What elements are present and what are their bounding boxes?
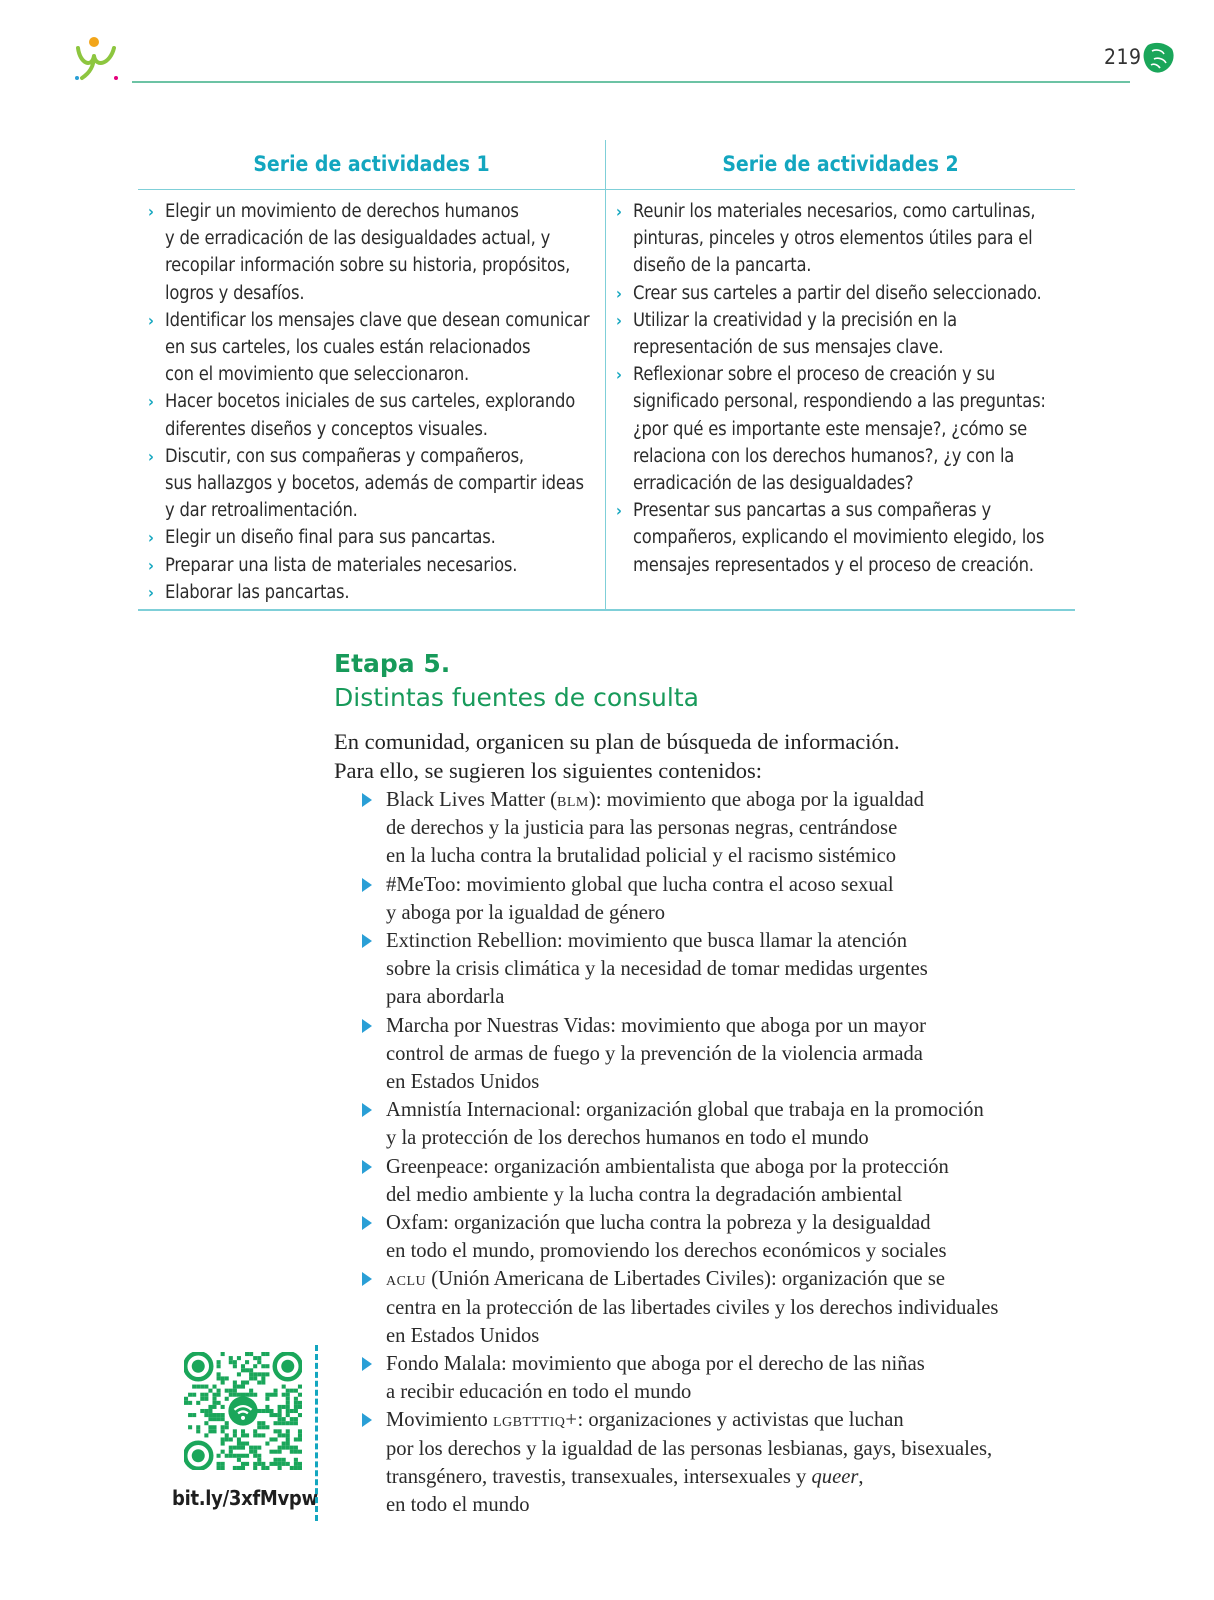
qr-link[interactable]: bit.ly/3xfMvpw — [172, 1486, 318, 1510]
source-text: lgbtttiq+ — [492, 1409, 578, 1432]
activity-line: Crear sus carteles a partir del diseño seleccionado. — [633, 282, 1042, 304]
triangle-bullet-icon — [362, 793, 372, 807]
activity-line: Elegir un movimiento de derechos humanos — [165, 201, 519, 222]
activity-item — [616, 198, 1072, 280]
source-text: blm — [557, 789, 589, 811]
source-item — [360, 1153, 1020, 1209]
triangle-bullet-icon — [362, 1357, 372, 1371]
source-item — [360, 927, 1020, 1012]
activity-line: diferentes diseños y conceptos visuales. — [165, 418, 488, 440]
activity-line: y de erradicación de las desigualdades actual, y — [165, 228, 551, 250]
activity-item — [148, 552, 598, 579]
source-text: , — [858, 1465, 864, 1488]
page-number: 219 — [1104, 45, 1142, 69]
source-item — [360, 1265, 1020, 1350]
activities-2-list — [616, 198, 1072, 579]
intro-line: Para ello, se sugieren los siguientes contenidos: — [334, 757, 763, 783]
activity-item — [616, 280, 1072, 307]
source-text: : organizaciones y activistas que luchan — [577, 1409, 904, 1432]
chevron-right-icon: › — [616, 283, 622, 303]
activity-item — [148, 524, 598, 551]
activity-line: Reunir los materiales necesarios, como cartulinas, — [633, 201, 1036, 222]
activities-1-list — [148, 198, 598, 606]
chevron-right-icon: › — [148, 310, 154, 330]
source-text: en todo el mundo — [386, 1494, 530, 1517]
activity-line: sus hallazgos y bocetos, además de compartir ideas — [165, 473, 584, 495]
chevron-right-icon: › — [616, 202, 622, 221]
chevron-right-icon: › — [148, 528, 154, 548]
header-rule — [132, 81, 1130, 83]
stage-title — [334, 647, 699, 715]
source-text: y la protección de los derechos humanos en todo el mundo — [386, 1127, 869, 1150]
chevron-right-icon: › — [616, 365, 622, 385]
source-text: para abordarla — [386, 986, 505, 1009]
activities-1-heading: Serie de actividades 1 — [253, 152, 490, 176]
source-text: en Estados Unidos — [386, 1071, 540, 1094]
source-text: transgénero, travestis, transexuales, intersexuales y — [386, 1465, 812, 1488]
triangle-bullet-icon — [362, 934, 372, 948]
stage-intro — [334, 728, 1034, 785]
activity-line: logros y desafíos. — [165, 282, 305, 304]
column-divider — [605, 140, 606, 610]
source-text: Extinction Rebellion: movimiento que busca llamar la atención — [386, 930, 907, 953]
activity-line: con el movimiento que seleccionaron. — [165, 364, 469, 386]
activity-line: y dar retroalimentación. — [165, 500, 358, 522]
source-text: queer — [811, 1465, 859, 1488]
activity-line: Elegir un diseño final para sus pancartas. — [165, 527, 496, 549]
activity-item — [616, 307, 1072, 361]
chevron-right-icon: › — [148, 446, 154, 466]
source-item — [360, 871, 1020, 927]
activity-line: representación de sus mensajes clave. — [633, 337, 944, 359]
green-emblem-icon — [1142, 41, 1176, 75]
source-item — [360, 1096, 1020, 1152]
source-text: Black Lives Matter ( — [386, 789, 557, 811]
activity-line: Presentar sus pancartas a sus compañeras y — [633, 500, 991, 522]
activity-line: Preparar una lista de materiales necesarios. — [165, 554, 518, 576]
activities-2-heading: Serie de actividades 2 — [722, 152, 959, 176]
activity-item — [148, 307, 598, 389]
source-text: en todo el mundo, promoviendo los derechos económicos y sociales — [386, 1240, 947, 1263]
activity-item — [148, 198, 598, 307]
stage-subtitle: Distintas fuentes de consulta — [334, 683, 699, 712]
source-text: Marcha por Nuestras Vidas: movimiento que aboga por un mayor — [386, 1014, 926, 1037]
activity-line: ¿por qué es importante este mensaje?, ¿cómo se — [633, 418, 1028, 440]
source-item — [360, 1209, 1020, 1265]
triangle-bullet-icon — [362, 1413, 372, 1427]
triangle-bullet-icon — [362, 1216, 372, 1230]
triangle-bullet-icon — [362, 1160, 372, 1174]
activity-line: Elaborar las pancartas. — [165, 581, 350, 603]
source-text: sobre la crisis climática y la necesidad de tomar medidas urgentes — [386, 958, 928, 981]
activity-line: compañeros, explicando el movimiento elegido, los — [633, 527, 1045, 549]
activity-line: Reflexionar sobre el proceso de creación y su — [633, 364, 996, 386]
source-item — [360, 786, 1020, 871]
source-text: por los derechos y la igualdad de las personas lesbianas, gays, bisexuales, — [386, 1437, 993, 1460]
activity-line: pinturas, pinceles y otros elementos útiles para el — [633, 228, 1033, 250]
chevron-right-icon: › — [148, 392, 154, 412]
chevron-right-icon: › — [616, 501, 622, 521]
intro-line: En comunidad, organicen su plan de búsqueda de información. — [334, 729, 900, 754]
source-text: centra en la protección de las libertades civiles y los derechos individuales — [386, 1296, 999, 1319]
chevron-right-icon: › — [616, 310, 622, 330]
source-text: Fondo Malala: movimiento que aboga por el derecho de las niñas — [386, 1353, 925, 1376]
stage-number: Etapa 5. — [334, 649, 451, 678]
source-text: (Unión Americana de Libertades Civiles): organización que se — [426, 1268, 945, 1291]
chevron-right-icon: › — [148, 555, 154, 575]
triangle-bullet-icon — [362, 1103, 372, 1117]
sources-list — [360, 786, 1020, 1519]
activity-line: mensajes representados y el proceso de creación. — [633, 554, 1034, 576]
source-item — [360, 1012, 1020, 1097]
qr-code-icon[interactable] — [184, 1352, 302, 1470]
activity-line: Utilizar la creatividad y la precisión en la — [633, 309, 957, 331]
activity-line: significado personal, respondiendo a las preguntas: — [633, 391, 1046, 413]
activity-item — [148, 443, 598, 525]
source-text: Amnistía Internacional: organización global que trabaja en la promoción — [386, 1099, 984, 1122]
source-text: Greenpeace: organización ambientalista que aboga por la protección — [386, 1155, 949, 1178]
activity-line: en sus carteles, los cuales están relacionados — [165, 337, 531, 359]
source-text: de derechos y la justicia para las personas negras, centrándose — [386, 817, 898, 840]
source-text: ): movimiento que aboga por la igualdad — [588, 789, 924, 811]
activity-item — [148, 388, 598, 442]
activity-line: recopilar información sobre su historia, propósitos, — [165, 255, 571, 277]
source-text: en Estados Unidos — [386, 1324, 540, 1347]
source-text: en la lucha contra la brutalidad policial y el racismo sistémico — [386, 845, 897, 868]
source-text: aclu — [386, 1268, 427, 1291]
triangle-bullet-icon — [362, 878, 372, 892]
activities-table — [138, 140, 1075, 610]
chevron-right-icon: › — [148, 202, 154, 221]
activity-line: Hacer bocetos iniciales de sus carteles, explorando — [165, 391, 576, 413]
source-text: del medio ambiente y la lucha contra la degradación ambiental — [386, 1183, 903, 1206]
activity-line: Discutir, con sus compañeras y compañeros, — [165, 445, 524, 467]
qr-dashed-divider — [315, 1345, 318, 1521]
activity-line: erradicación de las desigualdades? — [633, 473, 914, 495]
table-bottom-rule — [138, 609, 1075, 611]
activity-item — [616, 361, 1072, 497]
activity-item — [148, 579, 598, 606]
triangle-bullet-icon — [362, 1019, 372, 1033]
source-item — [360, 1350, 1020, 1406]
source-text: Movimiento — [386, 1409, 493, 1432]
source-text: Oxfam: organización que lucha contra la pobreza y la desigualdad — [386, 1212, 931, 1235]
activity-line: relaciona con los derechos humanos?, ¿y con la — [633, 445, 1015, 467]
source-text: y aboga por la igualdad de género — [386, 901, 666, 924]
source-text: #MeToo: movimiento global que lucha contra el acoso sexual — [386, 873, 894, 896]
activity-line: diseño de la pancarta. — [633, 255, 812, 277]
triangle-bullet-icon — [362, 1272, 372, 1286]
activity-item — [616, 497, 1072, 579]
source-text: control de armas de fuego y la prevención de la violencia armada — [386, 1042, 923, 1065]
source-item — [360, 1406, 1020, 1519]
source-text: a recibir educación en todo el mundo — [386, 1381, 692, 1404]
activity-line: Identificar los mensajes clave que desean comunicar — [165, 309, 590, 331]
chevron-right-icon: › — [148, 582, 154, 602]
table-header-rule — [138, 189, 1075, 190]
person-arms-raised-logo-icon — [72, 34, 124, 86]
